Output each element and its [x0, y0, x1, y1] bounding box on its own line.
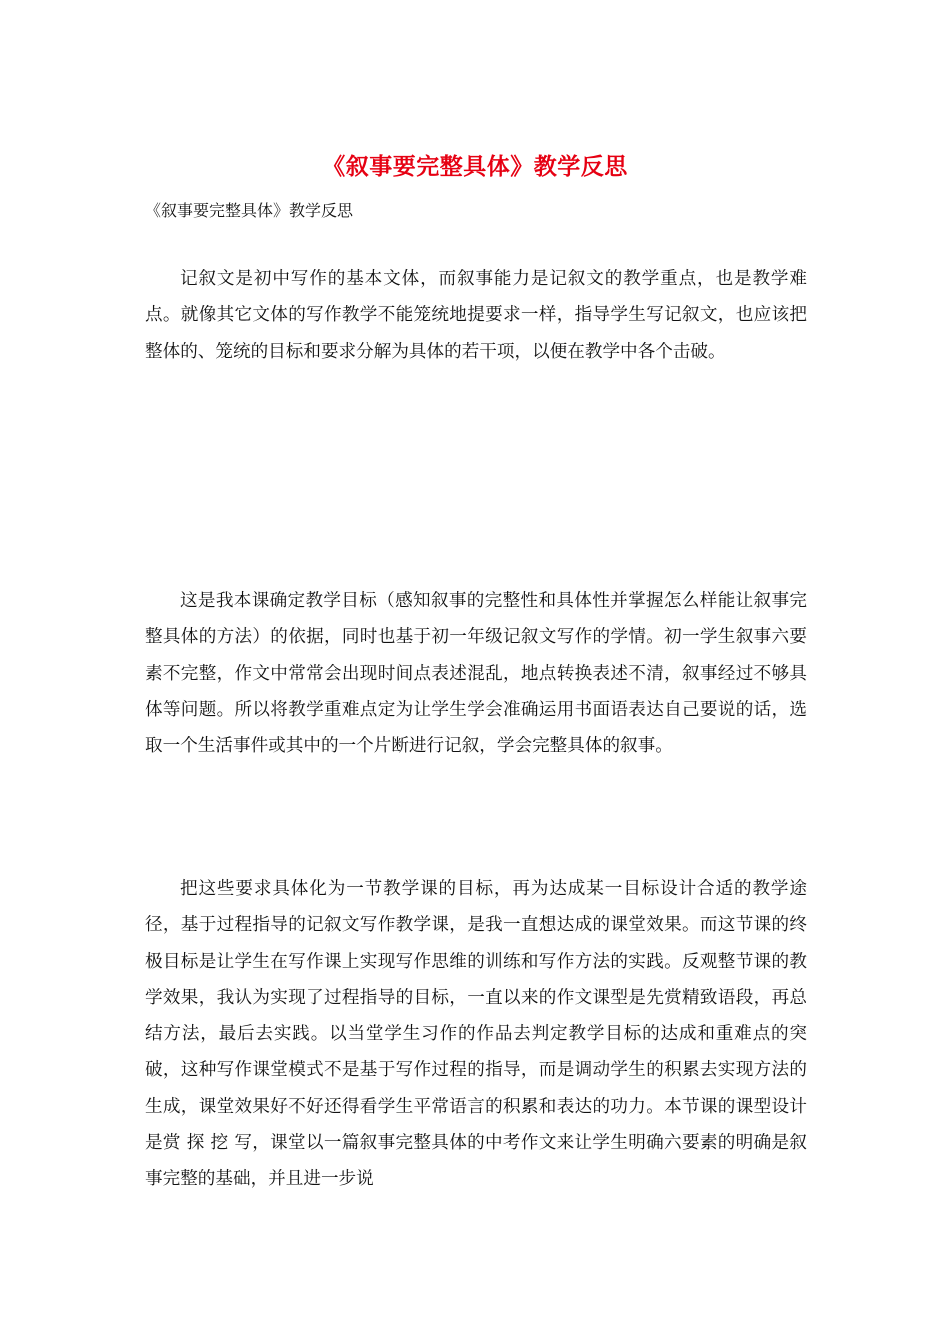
body-paragraph: 把这些要求具体化为一节教学课的目标，再为达成某一目标设计合适的教学途径，基于过程指导的记叙文写作教学课，是我一直想达成的课堂效果。而这节课的终极目标是让学生在写作课上实现写作思维的训练和写作方法的实践。反观整节课的教学效果，我认为实现了过程指导的目标，一直以来的作文课型是先赏精致语段，再总结方法，最后去实践。以当堂学生习作的作品去判定教学目标的达成和重难点的突破，这种写作课堂模式不是基于写作过程的指导，而是调动学生的积累去实现方法的生成，课堂效果好不好还得看学生平常语言的积累和表达的功力。本节课的课型设计是赏 探 挖 写，课堂以一篇叙事完整具体的中考作文来让学生明确六要素的明确是叙事完整的基础，并且进一步说: [145, 879, 807, 1190]
document-title: 《叙事要完整具体》教学反思: [322, 153, 628, 180]
body-paragraph: 记叙文是初中写作的基本文体，而叙事能力是记叙文的教学重点，也是教学难点。就像其它文体的写作教学不能笼统地提要求一样，指导学生写记叙文，也应该把整体的、笼统的目标和要求分解为具体的若干项，以便在教学中各个击破。: [145, 269, 807, 362]
body-paragraph: 这是我本课确定教学目标（感知叙事的完整性和具体性并掌握怎么样能让叙事完整具体的方法）的依据，同时也基于初一年级记叙文写作的学情。初一学生叙事六要素不完整，作文中常常会出现时间点表述混乱，地点转换表述不清，叙事经过不够具体等问题。所以将教学重难点定为让学生学会准确运用书面语表达自己要说的话，选取一个生活事件或其中的一个片断进行记叙，学会完整具体的叙事。: [145, 591, 807, 757]
document-subtitle: 《叙事要完整具体》教学反思: [145, 201, 354, 220]
